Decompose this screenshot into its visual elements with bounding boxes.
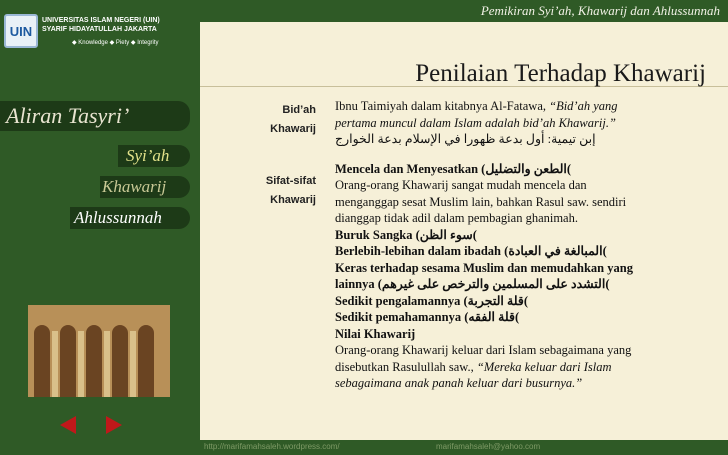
sifat-heading-keras-2: lainnya (التشدد على المسلمين والترخص على غيرهم( <box>335 277 610 291</box>
logo-university-name-2: SYARIF HIDAYATULLAH JAKARTA <box>42 26 157 33</box>
label-sifat-khawarij: Khawarij <box>270 194 316 206</box>
nav-item-ahlussunnah-label[interactable]: Ahlussunnah <box>74 208 162 227</box>
slide-content <box>335 98 705 392</box>
sifat-heading-keras-1: Keras terhadap sesama Muslim dan memudahkan yang <box>335 260 633 275</box>
footer-website-link[interactable]: http://marifamahsaleh.wordpress.com/ <box>204 442 340 451</box>
sifat-text-nilai-2 <box>335 359 705 376</box>
sifat-heading-pengalaman: Sedikit pengalamannya (قلة التجربة( <box>335 293 528 308</box>
arch-shape <box>138 325 154 397</box>
sifat-quote-end: sebagaimana anak panah keluar dari busurnya.” <box>335 376 583 390</box>
previous-slide-icon[interactable] <box>60 416 76 434</box>
bidah-citation: Ibnu Taimiyah dalam kitabnya Al-Fatawa, <box>335 99 550 113</box>
logo-motto: ◆ Knowledge ◆ Piety ◆ Integrity <box>72 40 159 46</box>
footer-bar <box>200 440 728 455</box>
top-bar <box>200 0 728 22</box>
sifat-heading-berlebihan: Berlebih-lebihan dalam ibadah (المبالغة في العبادة( <box>335 244 607 258</box>
sifat-heading-mencela: Mencela dan Menyesatkan (الطعن والتضليل( <box>335 161 572 176</box>
label-sifat-sifat: Sifat-sifat <box>265 175 316 187</box>
nav-aliran-tasyri-label[interactable]: Aliran Tasyri’ <box>6 103 130 128</box>
university-logo <box>2 8 198 52</box>
presentation-title: Pemikiran Syi’ah, Khawarij dan Ahlussunnah <box>480 3 720 18</box>
bidah-line-1 <box>335 98 705 115</box>
bidah-quote-line-2: pertama muncul dalam Islam adalah bid’ah Khawarij.” <box>335 115 616 130</box>
uin-logo-icon <box>4 14 38 48</box>
pillar-shape <box>78 331 84 397</box>
sifat-text-mencela-2: menganggap sesat Muslim lain, bahkan Rasul saw. sendiri <box>335 194 627 209</box>
logo-mark-text: UIN <box>9 24 33 39</box>
sifat-heading-pemahaman: Sedikit pemahamannya (قلة الفقه( <box>335 310 520 324</box>
pillar-shape <box>52 331 58 397</box>
sifat-heading-buruk-sangka: Buruk Sangka (سوء الظن( <box>335 227 477 242</box>
sifat-heading-nilai: Nilai Khawarij <box>335 326 416 341</box>
slide-title: Penilaian Terhadap Khawarij <box>415 60 706 87</box>
bidah-quote-start: “Bid’ah yang <box>549 99 618 113</box>
sifat-text-nilai-2-prefix: disebutkan Rasulullah saw., <box>335 359 477 374</box>
label-bidah-khawarij: Khawarij <box>270 123 316 135</box>
sifat-text-nilai-1: Orang-orang Khawarij keluar dari Islam sebagaimana yang <box>335 343 632 357</box>
sifat-text-mencela-1: Orang-orang Khawarij sangat mudah mencela dan <box>335 178 587 192</box>
arch-shape <box>34 325 50 397</box>
nav-item-khawarij-label[interactable]: Khawarij <box>102 177 167 196</box>
arch-shape <box>112 325 128 397</box>
arch-shape <box>86 325 102 397</box>
arch-shape <box>60 325 76 397</box>
bidah-arabic: إبن تيمية: أول بدعة ظهورا في الإسلام بدعة الخوارج <box>335 132 596 146</box>
pillar-shape <box>130 331 136 397</box>
next-slide-icon[interactable] <box>106 416 122 434</box>
label-bidah: Bid’ah <box>282 104 316 116</box>
nav-item-syiah-label[interactable]: Syi’ah <box>126 146 170 165</box>
sifat-quote-start: “Mereka keluar dari Islam <box>476 359 612 374</box>
footer-email-link[interactable]: marifamahsaleh@yahoo.com <box>436 442 541 451</box>
pillar-shape <box>104 331 110 397</box>
sifat-text-mencela-3: dianggap tidak adil dalam pembagian ghanimah. <box>335 211 578 225</box>
logo-university-name: UNIVERSITAS ISLAM NEGERI (UIN) <box>42 17 160 24</box>
mosque-arches-image <box>28 305 170 397</box>
